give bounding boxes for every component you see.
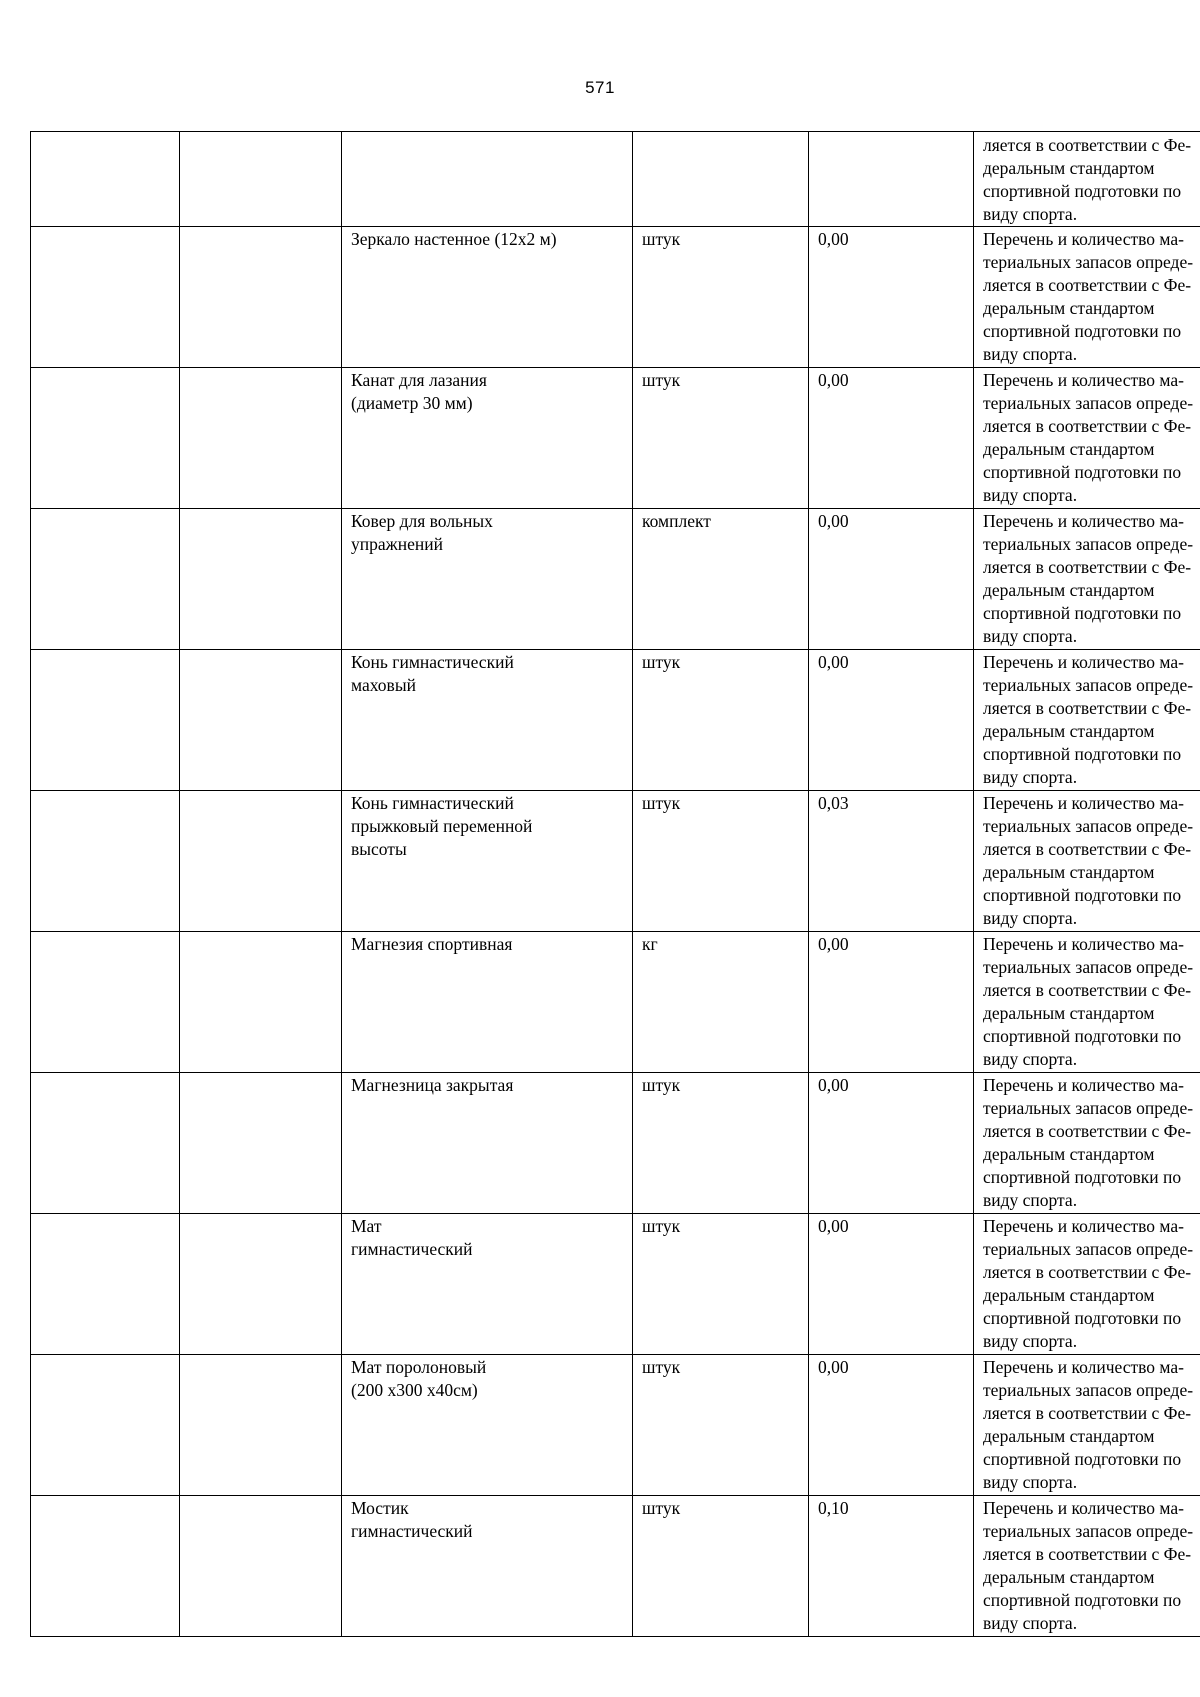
cell-note: [974, 1214, 1200, 1355]
cell-unit: штук: [633, 1214, 809, 1355]
note-line: ляется в соответствии с Фе-: [983, 1544, 1192, 1564]
note-line: деральным стандартом: [983, 1567, 1155, 1587]
cell-unit: штук: [633, 791, 809, 932]
cell-quantity: 0,00: [809, 368, 974, 509]
cell-note: [974, 1073, 1200, 1214]
cell-empty-col1: [31, 509, 180, 650]
item-name-line: гимнастический: [351, 1239, 473, 1259]
cell-note: [974, 132, 1200, 227]
cell-empty-col2: [180, 791, 342, 932]
cell-note: [974, 368, 1200, 509]
cell-quantity: 0,03: [809, 791, 974, 932]
note-line: деральным стандартом: [983, 158, 1155, 178]
table-row: [31, 932, 1200, 1073]
note-line: Перечень и количество ма-: [983, 1075, 1184, 1095]
note-line: териальных запасов опреде-: [983, 393, 1194, 413]
cell-unit: штук: [633, 1355, 809, 1496]
note-line: териальных запасов опреде-: [983, 816, 1194, 836]
item-name-line: гимнастический: [351, 1521, 473, 1541]
table-row-continuation: [31, 132, 1200, 227]
cell-note: [974, 509, 1200, 650]
table-row: [31, 1214, 1200, 1355]
cell-unit: комплект: [633, 509, 809, 650]
note-line: виду спорта.: [983, 344, 1078, 364]
item-name-line: Мат поролоновый: [351, 1357, 487, 1377]
note-line: ляется в соответствии с Фе-: [983, 839, 1192, 859]
note-line: Перечень и количество ма-: [983, 511, 1184, 531]
cell-item-name: [342, 509, 633, 650]
cell-quantity: 0,00: [809, 1355, 974, 1496]
note-line: спортивной подготовки по: [983, 885, 1182, 905]
cell-quantity: 0,00: [809, 509, 974, 650]
item-name-line: маховый: [351, 675, 416, 695]
note-line: ляется в соответствии с Фе-: [983, 1403, 1192, 1423]
cell-empty-col1: [31, 368, 180, 509]
cell-unit: кг: [633, 932, 809, 1073]
note-line: спортивной подготовки по: [983, 462, 1182, 482]
note-line: териальных запасов опреде-: [983, 1239, 1194, 1259]
table-row: [31, 1496, 1200, 1637]
note-line: Перечень и количество ма-: [983, 1216, 1184, 1236]
note-line: спортивной подготовки по: [983, 321, 1182, 341]
cell-empty-col2: [180, 227, 342, 368]
cell-quantity: 0,00: [809, 1073, 974, 1214]
note-line: виду спорта.: [983, 626, 1078, 646]
cell-empty-col1: [31, 227, 180, 368]
note-line: виду спорта.: [983, 908, 1078, 928]
note-line: виду спорта.: [983, 485, 1078, 505]
item-name-line: Конь гимнастический: [351, 652, 514, 672]
note-line: спортивной подготовки по: [983, 1026, 1182, 1046]
cell-item-name: [342, 791, 633, 932]
table-row: [31, 227, 1200, 368]
note-line: спортивной подготовки по: [983, 744, 1182, 764]
cell-empty-col1: [31, 1496, 180, 1637]
cell-note: [974, 932, 1200, 1073]
note-line: деральным стандартом: [983, 1426, 1155, 1446]
note-line: деральным стандартом: [983, 1144, 1155, 1164]
note-line: деральным стандартом: [983, 1285, 1155, 1305]
item-name-line: Канат для лазания: [351, 370, 487, 390]
note-line: териальных запасов опреде-: [983, 1380, 1194, 1400]
note-line: деральным стандартом: [983, 439, 1155, 459]
cell-quantity: 0,00: [809, 932, 974, 1073]
cell-quantity: 0,00: [809, 227, 974, 368]
cell-empty-col1: [31, 791, 180, 932]
note-line: териальных запасов опреде-: [983, 252, 1194, 272]
cell-note: [974, 1355, 1200, 1496]
item-name-line: Мат: [351, 1216, 382, 1236]
note-line: териальных запасов опреде-: [983, 534, 1194, 554]
note-line: териальных запасов опреде-: [983, 1098, 1194, 1118]
cell-item-name: [342, 932, 633, 1073]
cell-unit: штук: [633, 1496, 809, 1637]
equipment-table: [30, 131, 1200, 1637]
note-line: териальных запасов опреде-: [983, 1521, 1194, 1541]
item-name-line: (200 х300 х40см): [351, 1380, 478, 1400]
note-line: Перечень и количество ма-: [983, 1498, 1184, 1518]
cell-unit: штук: [633, 368, 809, 509]
item-name-line: (диаметр 30 мм): [351, 393, 473, 413]
note-line: ляется в соответствии с Фе-: [983, 698, 1192, 718]
cell-note: [974, 791, 1200, 932]
note-line: Перечень и количество ма-: [983, 1357, 1184, 1377]
table-body: [31, 132, 1200, 1637]
note-line: спортивной подготовки по: [983, 603, 1182, 623]
note-line: ляется в соответствии с Фе-: [983, 557, 1192, 577]
note-line: Перечень и количество ма-: [983, 652, 1184, 672]
cell-item-name: [342, 368, 633, 509]
cell-quantity: 0,00: [809, 1214, 974, 1355]
cell-unit: штук: [633, 227, 809, 368]
cell-unit: штук: [633, 650, 809, 791]
table-row: [31, 791, 1200, 932]
cell-empty-col2: [180, 1496, 342, 1637]
note-line: виду спорта.: [983, 1331, 1078, 1351]
cell-item-name: [342, 1496, 633, 1637]
cell-empty-col2: [180, 1073, 342, 1214]
note-line: ляется в соответствии с Фе-: [983, 275, 1192, 295]
cell-quantity: 0,00: [809, 650, 974, 791]
item-name-line: Зеркало настенное (12х2 м): [351, 229, 557, 249]
note-line: ляется в соответствии с Фе-: [983, 1262, 1192, 1282]
cell-empty-col1: [31, 932, 180, 1073]
cell-empty-col2: [180, 650, 342, 791]
cell-empty-col2: [180, 509, 342, 650]
cell-empty-col1: [31, 1073, 180, 1214]
table-row: [31, 1355, 1200, 1496]
item-name-line: Конь гимнастический: [351, 793, 514, 813]
note-line: ляется в соответствии с Фе-: [983, 1121, 1192, 1141]
note-line: деральным стандартом: [983, 862, 1155, 882]
note-line: деральным стандартом: [983, 298, 1155, 318]
note-line: виду спорта.: [983, 767, 1078, 787]
cell-item-name: [342, 227, 633, 368]
cell-empty-col2: [180, 1214, 342, 1355]
cell-item-name: [342, 1073, 633, 1214]
table-row: [31, 509, 1200, 650]
note-line: деральным стандартом: [983, 721, 1155, 741]
note-line: Перечень и количество ма-: [983, 934, 1184, 954]
note-line: спортивной подготовки по: [983, 181, 1182, 201]
note-line: ляется в соответствии с Фе-: [983, 980, 1192, 1000]
cell-note: [974, 227, 1200, 368]
cell-note: [974, 1496, 1200, 1637]
cell-empty-col1: [31, 650, 180, 791]
note-line: ляется в соответствии с Фе-: [983, 416, 1192, 436]
cell-empty-col2: [180, 932, 342, 1073]
note-line: виду спорта.: [983, 1613, 1078, 1633]
cell-item-name: [342, 650, 633, 791]
cell-empty-col1: [31, 1214, 180, 1355]
table-row: [31, 1073, 1200, 1214]
note-line: деральным стандартом: [983, 580, 1155, 600]
cell-item-name: [342, 1214, 633, 1355]
cell-empty-col1: [31, 132, 180, 227]
note-line: териальных запасов опреде-: [983, 957, 1194, 977]
item-name-line: Магнезия спортивная: [351, 934, 513, 954]
table-row: [31, 368, 1200, 509]
cell-empty-col2: [180, 1355, 342, 1496]
note-line: Перечень и количество ма-: [983, 370, 1184, 390]
page-number: 571: [585, 78, 615, 97]
note-line: спортивной подготовки по: [983, 1590, 1182, 1610]
cell-empty-col1: [31, 1355, 180, 1496]
note-line: виду спорта.: [983, 1049, 1078, 1069]
note-line: виду спорта.: [983, 1472, 1078, 1492]
note-line: териальных запасов опреде-: [983, 675, 1194, 695]
note-line: деральным стандартом: [983, 1003, 1155, 1023]
cell-empty-col2: [180, 368, 342, 509]
note-line: спортивной подготовки по: [983, 1167, 1182, 1187]
item-name-line: Магнезница закрытая: [351, 1075, 514, 1095]
item-name-line: прыжковый переменной: [351, 816, 533, 836]
cell-unit: штук: [633, 1073, 809, 1214]
note-line: виду спорта.: [983, 1190, 1078, 1210]
cell-quantity: [809, 132, 974, 227]
cell-empty-col2: [180, 132, 342, 227]
cell-note: [974, 650, 1200, 791]
note-line: ляется в соответствии с Фе-: [983, 135, 1192, 155]
cell-unit: [633, 132, 809, 227]
item-name-line: упражнений: [351, 534, 443, 554]
cell-quantity: 0,10: [809, 1496, 974, 1637]
note-line: спортивной подготовки по: [983, 1449, 1182, 1469]
item-name-line: Ковер для вольных: [351, 511, 493, 531]
note-line: спортивной подготовки по: [983, 1308, 1182, 1328]
note-line: Перечень и количество ма-: [983, 229, 1184, 249]
cell-item-name: [342, 1355, 633, 1496]
table-row: [31, 650, 1200, 791]
item-name-line: высоты: [351, 839, 407, 859]
cell-item-name: [342, 132, 633, 227]
note-line: виду спорта.: [983, 204, 1078, 224]
item-name-line: Мостик: [351, 1498, 409, 1518]
note-line: Перечень и количество ма-: [983, 793, 1184, 813]
